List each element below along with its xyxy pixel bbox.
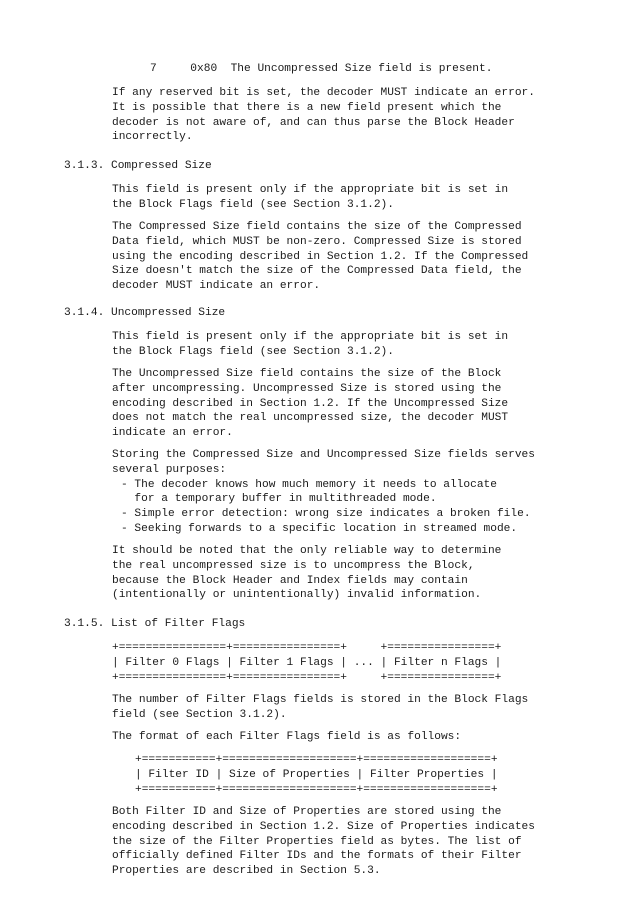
- paragraph-line: officially defined Filter IDs and the formats of their Filter: [112, 850, 522, 863]
- paragraph-line: The Uncompressed Size field contains the size of the Block: [112, 368, 502, 380]
- reserved-para-line: decoder is not aware of, and can thus parse the Block Header: [112, 116, 515, 129]
- paragraph-line: the Block Flags field (see Section 3.1.2).: [112, 345, 394, 358]
- paragraph-line: using the encoding described in Section 1.2. If the Compressed: [112, 250, 529, 263]
- reserved-para-line: incorrectly.: [112, 131, 193, 144]
- paragraph-line: Size doesn't match the size of the Compressed Data field, the: [112, 265, 522, 278]
- paragraph-line: (intentionally or unintentionally) invalid information.: [112, 589, 482, 602]
- paragraph-line: the size of the Filter Properties field as bytes. The list of: [112, 835, 522, 848]
- paragraph-line: decoder MUST indicate an error.: [112, 280, 321, 293]
- paragraph-line: the Block Flags field (see Section 3.1.2).: [112, 198, 394, 211]
- bullet-item: - The decoder knows how much memory it needs to allocate: [121, 478, 497, 491]
- paragraph-line: because the Block Header and Index fields may contain: [112, 574, 468, 587]
- paragraph-line: Properties are described in Section 5.3.: [112, 865, 381, 878]
- bit-number: 7: [150, 63, 157, 75]
- paragraph-line: encoding described in Section 1.2. Size of Properties indicates: [112, 820, 535, 833]
- paragraph-line: Data field, which MUST be non-zero. Compressed Size is stored: [112, 235, 522, 248]
- paragraph-line: The number of Filter Flags fields is stored in the Block Flags: [112, 694, 529, 706]
- bullet-item: - Seeking forwards to a specific location in streamed mode.: [121, 523, 518, 535]
- paragraph-line: after uncompressing. Uncompressed Size is stored using the: [112, 382, 502, 395]
- paragraph-line: The Compressed Size field contains the size of the Compressed: [112, 221, 522, 233]
- ascii-diagram-line: +===========+====================+===================+: [135, 783, 498, 796]
- section-heading-uncompressed-size: 3.1.4. Uncompressed Size: [64, 307, 226, 319]
- paragraph-line: field (see Section 3.1.2).: [112, 708, 287, 721]
- paragraph-line: indicate an error.: [112, 427, 233, 440]
- ascii-diagram-line: +================+================+ +================+: [112, 671, 502, 684]
- paragraph-line: does not match the real uncompressed size, the decoder MUST: [112, 412, 509, 425]
- ascii-diagram-line: | Filter ID | Size of Properties | Filter Properties |: [135, 768, 498, 781]
- bit-mask: 0x80: [190, 63, 218, 75]
- section-heading-compressed-size: 3.1.3. Compressed Size: [64, 160, 212, 172]
- bullet-item: for a temporary buffer in multithreaded mode.: [121, 493, 437, 506]
- paragraph-line: encoding described in Section 1.2. If the Uncompressed Size: [112, 397, 509, 410]
- paragraph-line: The format of each Filter Flags field is as follows:: [112, 731, 462, 743]
- section-heading-filter-flags: 3.1.5. List of Filter Flags: [64, 618, 246, 630]
- bullet-item: - Simple error detection: wrong size indicates a broken file.: [121, 508, 531, 521]
- ascii-diagram-line: +===========+====================+===================+: [135, 754, 498, 766]
- bit-description: The Uncompressed Size field is present.: [230, 63, 493, 75]
- ascii-diagram-line: | Filter 0 Flags | Filter 1 Flags | ... | Filter n Flags |: [112, 656, 502, 669]
- paragraph-line: Storing the Compressed Size and Uncompressed Size fields serves: [112, 449, 535, 461]
- ascii-diagram-line: +================+================+ +================+: [112, 642, 502, 654]
- paragraph-line: This field is present only if the appropriate bit is set in: [112, 331, 509, 343]
- paragraph-line: It should be noted that the only reliable way to determine: [112, 545, 502, 557]
- paragraph-line: several purposes:: [112, 463, 227, 476]
- paragraph-line: Both Filter ID and Size of Properties are stored using the: [112, 806, 502, 818]
- paragraph-line: the real uncompressed size is to uncompress the Block,: [112, 559, 475, 572]
- reserved-para-line: It is possible that there is a new field present which the: [112, 101, 502, 114]
- paragraph-line: This field is present only if the appropriate bit is set in: [112, 184, 509, 196]
- bit-flag-row: [150, 62, 492, 77]
- reserved-para-line: If any reserved bit is set, the decoder MUST indicate an error.: [112, 87, 535, 99]
